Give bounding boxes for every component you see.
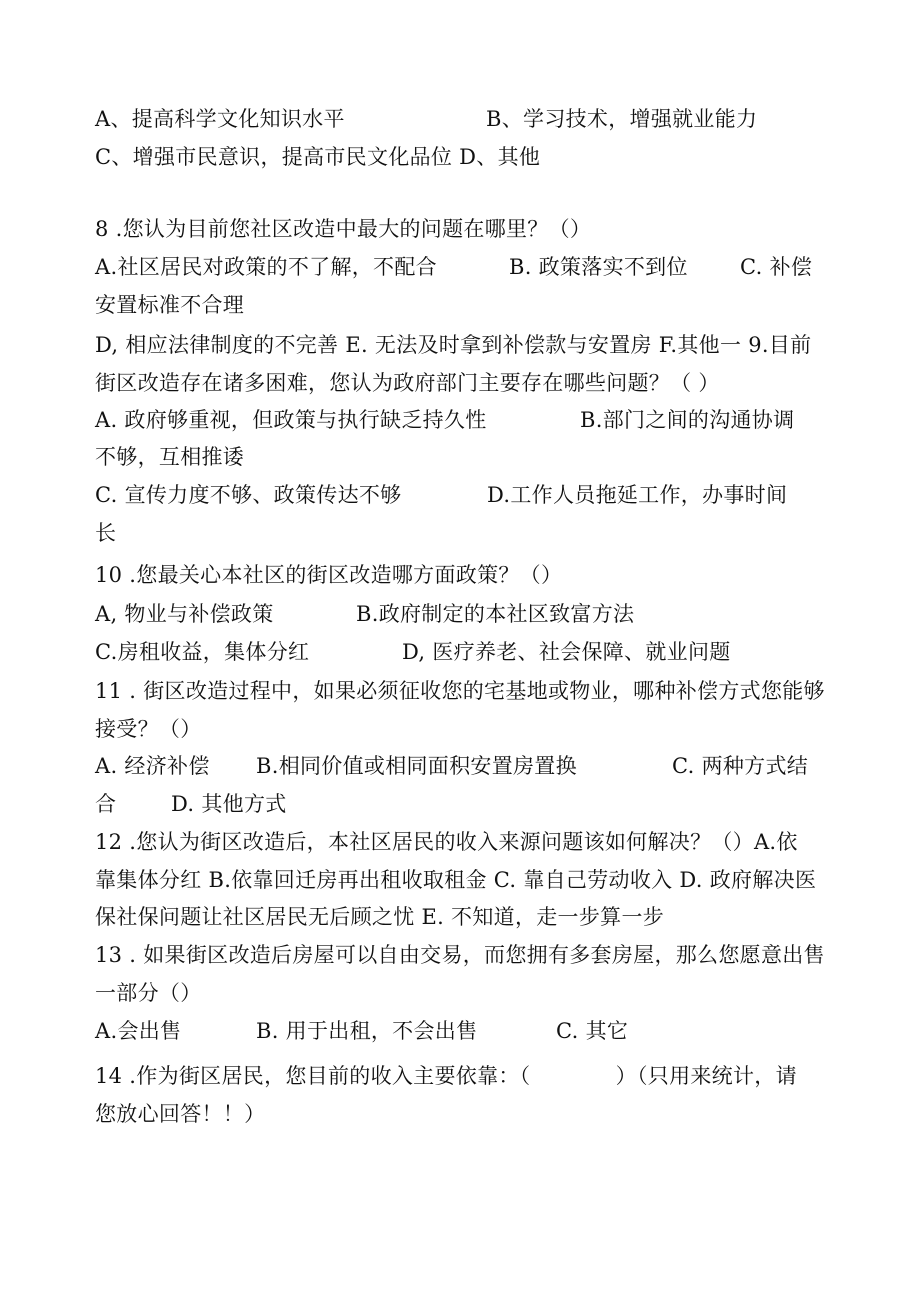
q11-option-a: A. 经济补偿 — [95, 754, 210, 778]
question-14-text-line-1: 14 .作为街区居民，您目前的收入主要依靠：（ ）（只用来统计，请 — [95, 1064, 797, 1088]
q11-option-c: C. 两种方式结 — [672, 754, 809, 778]
q13-option-b: B. 用于出租，不会出售 — [256, 1019, 478, 1043]
question-11-text-line-2: 接受？（） — [95, 717, 202, 741]
q11-option-d: D. 其他方式 — [171, 792, 287, 816]
q9-option-a: A. 政府够重视，但政策与执行缺乏持久性 — [95, 408, 487, 432]
question-11-text-line-1: 11 . 街区改造过程中，如果必须征收您的宅基地或物业，哪种补偿方式您能够 — [95, 679, 825, 703]
question-12-line-3: 保社保问题让社区居民无后顾之忧 E. 不知道，走一步算一步 — [95, 905, 665, 929]
q13-option-c: C. 其它 — [556, 1019, 629, 1043]
question-8-text: 8 .您认为目前您社区改造中最大的问题在哪里？（） — [95, 217, 592, 241]
q8-options-def-and-q9-start: D, 相应法律制度的不完善 E. 无法及时拿到补偿款与安置房 F.其他一 9.目前 — [95, 333, 812, 357]
question-9-text: 街区改造存在诸多困难，您认为政府部门主要存在哪些问题？（ ） — [95, 371, 720, 395]
question-12-line-2: 靠集体分红 B.依靠回迁房再出租收取租金 C. 靠自己劳动收入 D. 政府解决医 — [95, 868, 817, 892]
prev-options-line-2: C、增强市民意识，提高市民文化品位 D、其他 — [95, 145, 541, 169]
question-10-text: 10 .您最关心本社区的街区改造哪方面政策？（） — [95, 563, 563, 587]
q9-option-b-continued: 不够，互相推诿 — [95, 445, 245, 469]
q8-option-c: C. 补偿 — [740, 255, 813, 279]
question-12-line-1: 12 .您认为街区改造后，本社区居民的收入来源问题该如何解决？（）A.依 — [95, 830, 798, 854]
q8-option-b: B. 政策落实不到位 — [509, 255, 688, 279]
q10-option-d: D, 医疗养老、社会保障、就业问题 — [402, 640, 731, 664]
question-13-text-line-2: 一部分（） — [95, 981, 202, 1005]
q9-option-d: D.工作人员拖延工作，办事时间 — [487, 483, 788, 507]
prev-option-a: A、提高科学文化知识水平 — [95, 107, 345, 131]
q9-option-d-continued: 长 — [95, 521, 117, 545]
q11-option-c-continued: 合 — [95, 792, 117, 816]
q8-option-a: A.社区居民对政策的不了解，不配合 — [95, 255, 437, 279]
q10-option-a: A, 物业与补偿政策 — [95, 602, 274, 626]
q10-option-b: B.政府制定的本社区致富方法 — [356, 602, 635, 626]
q10-option-c: C.房租收益，集体分红 — [95, 640, 310, 664]
q11-option-b: B.相同价值或相同面积安置房置换 — [256, 754, 577, 778]
q13-option-a: A.会出售 — [95, 1019, 182, 1043]
q9-option-c: C. 宣传力度不够、政策传达不够 — [95, 483, 402, 507]
prev-option-b: B、学习技术，增强就业能力 — [486, 107, 758, 131]
q8-option-c-continued: 安置标准不合理 — [95, 293, 245, 317]
question-14-text-line-2: 您放心回答！！） — [95, 1102, 266, 1126]
q9-option-b: B.部门之间的沟通协调 — [580, 408, 795, 432]
question-13-text-line-1: 13 . 如果街区改造后房屋可以自由交易，而您拥有多套房屋，那么您愿意出售 — [95, 943, 825, 967]
